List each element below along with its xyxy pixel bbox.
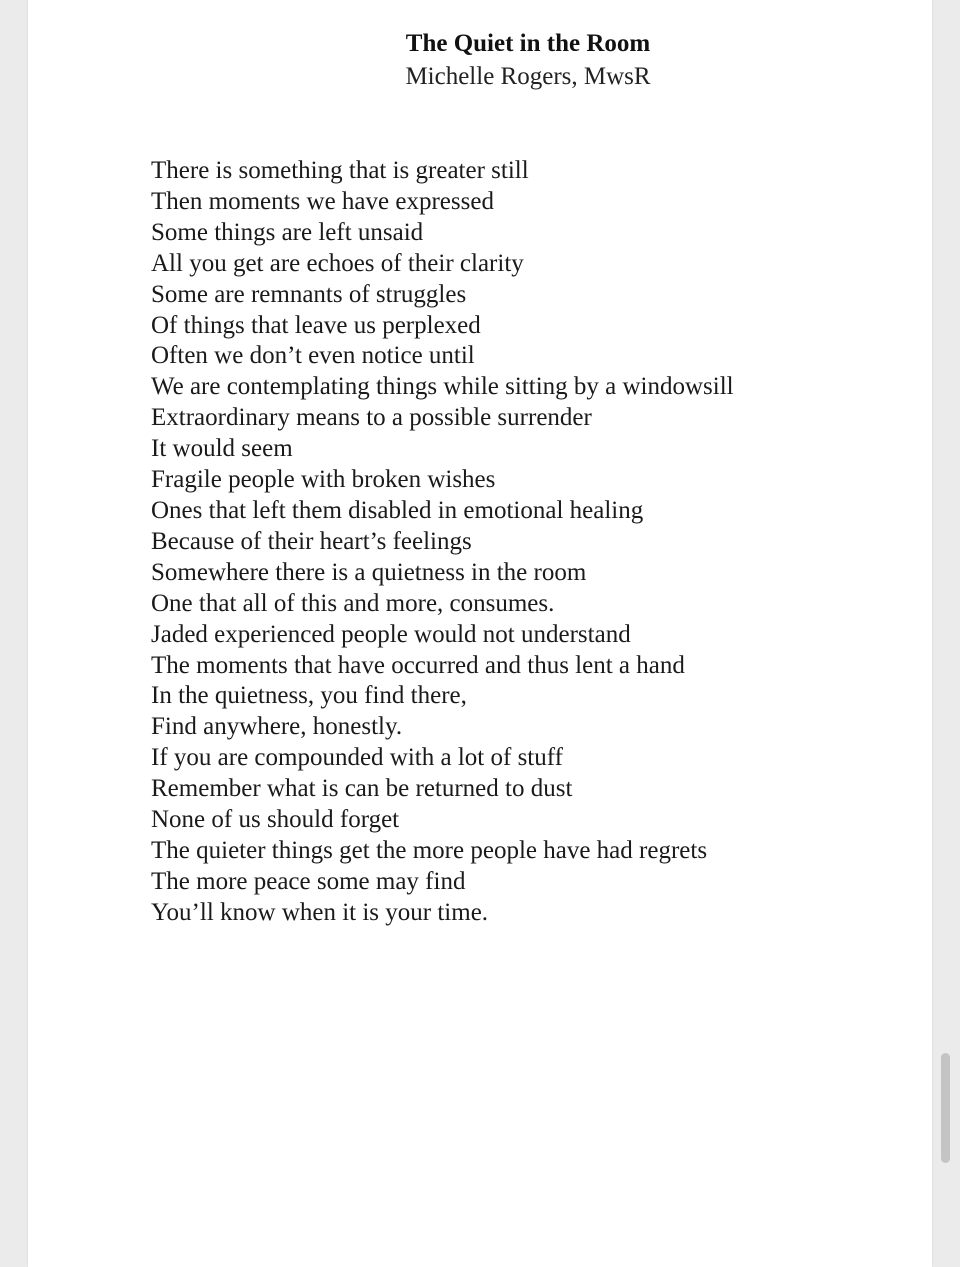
poem-line: All you get are echoes of their clarity [151, 249, 524, 277]
poem-line: You’ll know when it is your time. [151, 898, 489, 926]
poem-line: Often we don’t even notice until [151, 342, 475, 370]
poem-author: Michelle Rogers, MwsR [405, 63, 651, 90]
poem-line: Some things are left unsaid [151, 218, 424, 246]
poem-line: Fragile people with broken wishes [151, 466, 496, 494]
poem-line: Then moments we have expressed [151, 187, 494, 215]
poem-line: Ones that left them disabled in emotional healing [151, 496, 644, 524]
poem-line: Of things that leave us perplexed [151, 311, 481, 339]
poem-line: Jaded experienced people would not understand [151, 620, 631, 648]
poem-line: One that all of this and more, consumes. [151, 589, 555, 617]
poem-line: The more peace some may find [151, 867, 466, 895]
poem-title: The Quiet in the Room [405, 30, 651, 57]
poem-line: It would seem [151, 435, 293, 463]
poem-line: The moments that have occurred and thus lent a hand [151, 651, 685, 679]
poem-line: None of us should forget [151, 806, 400, 834]
poem-line: If you are compounded with a lot of stuff [151, 744, 563, 772]
scrollbar-thumb[interactable] [941, 1053, 950, 1163]
poem-line: Extraordinary means to a possible surrender [151, 404, 592, 432]
poem-line: The quieter things get the more people have had regrets [151, 836, 708, 864]
poem-line: Find anywhere, honestly. [151, 713, 403, 741]
document-page [28, 0, 932, 1267]
poem-line: In the quietness, you find there, [151, 682, 467, 710]
poem-line: Somewhere there is a quietness in the room [151, 558, 587, 586]
poem-line: Some are remnants of struggles [151, 280, 467, 308]
poem-line: Because of their heart’s feelings [151, 527, 472, 555]
poem-line: There is something that is greater still [151, 157, 529, 184]
poem-body [151, 156, 734, 929]
poem-line: Remember what is can be returned to dust [151, 775, 573, 803]
poem-line: We are contemplating things while sitting by a windowsill [151, 373, 734, 401]
